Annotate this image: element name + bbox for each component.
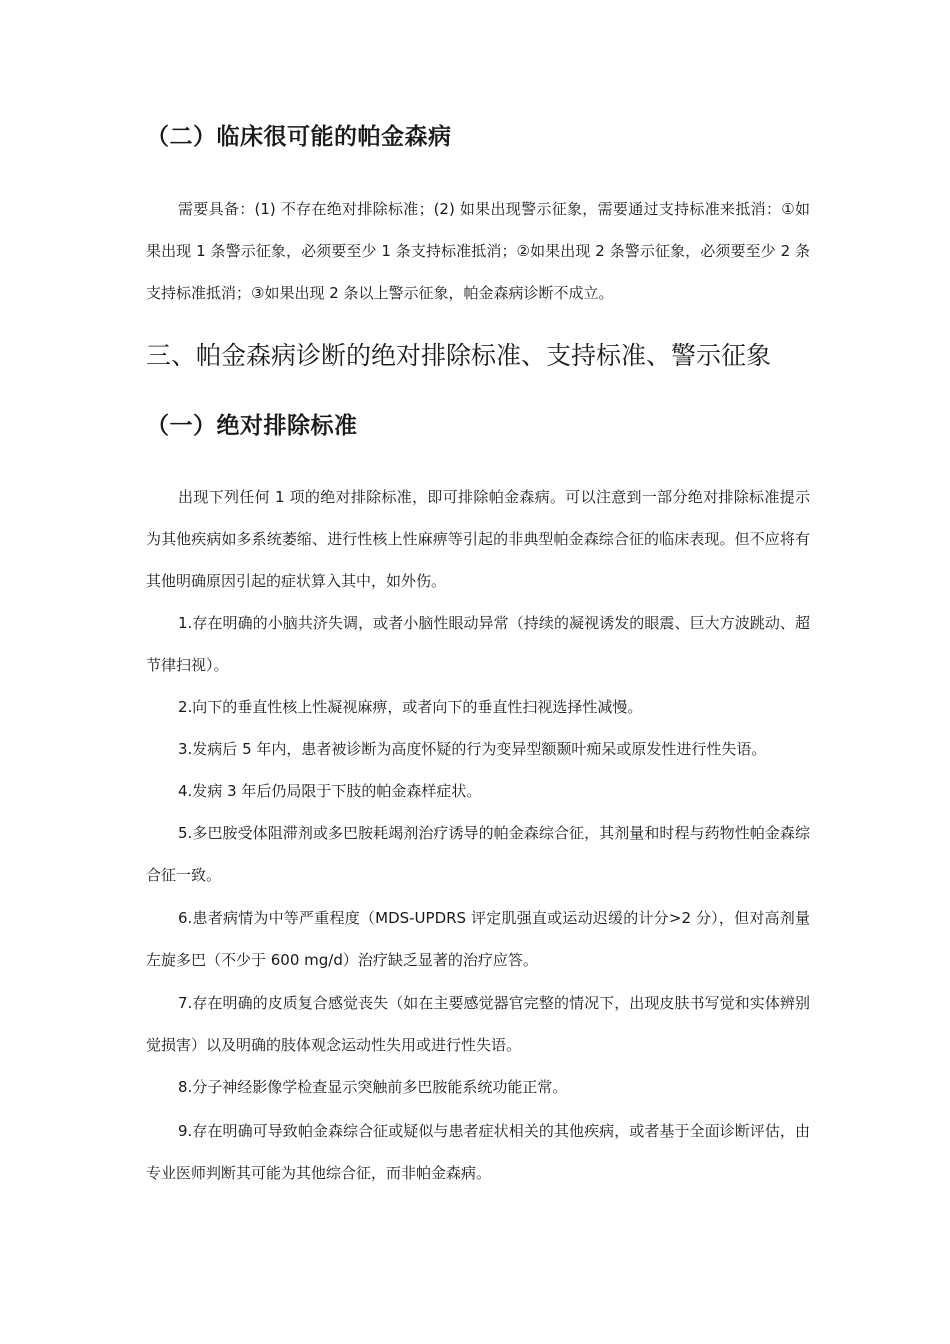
list-item-exclusion-2: 2.向下的垂直性核上性凝视麻痹，或者向下的垂直性扫视选择性减慢。	[178, 698, 643, 716]
list-item-exclusion-9: 9.存在明确可导致帕金森综合征或疑似与患者症状相关的其他疾病，或者基于全面诊断评估，由专业医师判断其可能为其他综合征，而非帕金森病。	[146, 1122, 810, 1182]
section-heading-absolute-exclusion: （一）绝对排除标准	[146, 413, 358, 439]
list-item-exclusion-4: 4.发病 3 年后仍局限于下肢的帕金森样症状。	[178, 782, 482, 800]
paragraph-probable-pd-criteria: 需要具备：(1) 不存在绝对排除标准；(2) 如果出现警示征象，需要通过支持标准来抵消：①如果出现 1 条警示征象，必须要至少 1 条支持标准抵消；②如果出现 2 条警示征象，必须要至少 2 条支持标准抵消；③如果出现 2 条以上警示征象，帕金森病诊断不成立。	[146, 200, 810, 302]
list-item-exclusion-3: 3.发病后 5 年内，患者被诊断为高度怀疑的行为变异型额颞叶痴呆或原发性进行性失语。	[178, 740, 767, 758]
list-item-exclusion-5: 5.多巴胺受体阻滞剂或多巴胺耗竭剂治疗诱导的帕金森综合征，其剂量和时程与药物性帕金森综合征一致。	[146, 824, 810, 884]
list-item-exclusion-6: 6.患者病情为中等严重程度（MDS-UPDRS 评定肌强直或运动迟缓的计分>2 分），但对高剂量左旋多巴（不少于 600 mg/d）治疗缺乏显著的治疗应答。	[146, 909, 810, 969]
list-item-exclusion-8: 8.分子神经影像学检查显示突触前多巴胺能系统功能正常。	[178, 1078, 568, 1096]
list-item-exclusion-1: 1.存在明确的小脑共济失调，或者小脑性眼动异常（持续的凝视诱发的眼震、巨大方波跳动、超节律扫视）。	[146, 614, 810, 674]
list-item-exclusion-7: 7.存在明确的皮质复合感觉丧失（如在主要感觉器官完整的情况下，出现皮肤书写觉和实体辨别觉损害）以及明确的肢体观念运动性失用或进行性失语。	[146, 994, 810, 1054]
paragraph-exclusion-intro: 出现下列任何 1 项的绝对排除标准，即可排除帕金森病。可以注意到一部分绝对排除标准提示为其他疾病如多系统萎缩、进行性核上性麻痹等引起的非典型帕金森综合征的临床表现。但不应将有其他明确原因引起的症状算入其中，如外伤。	[146, 488, 810, 590]
section-heading-criteria-overview: 三、帕金森病诊断的绝对排除标准、支持标准、警示征象	[146, 341, 772, 370]
section-heading-probable-pd: （二）临床很可能的帕金森病	[146, 124, 452, 150]
